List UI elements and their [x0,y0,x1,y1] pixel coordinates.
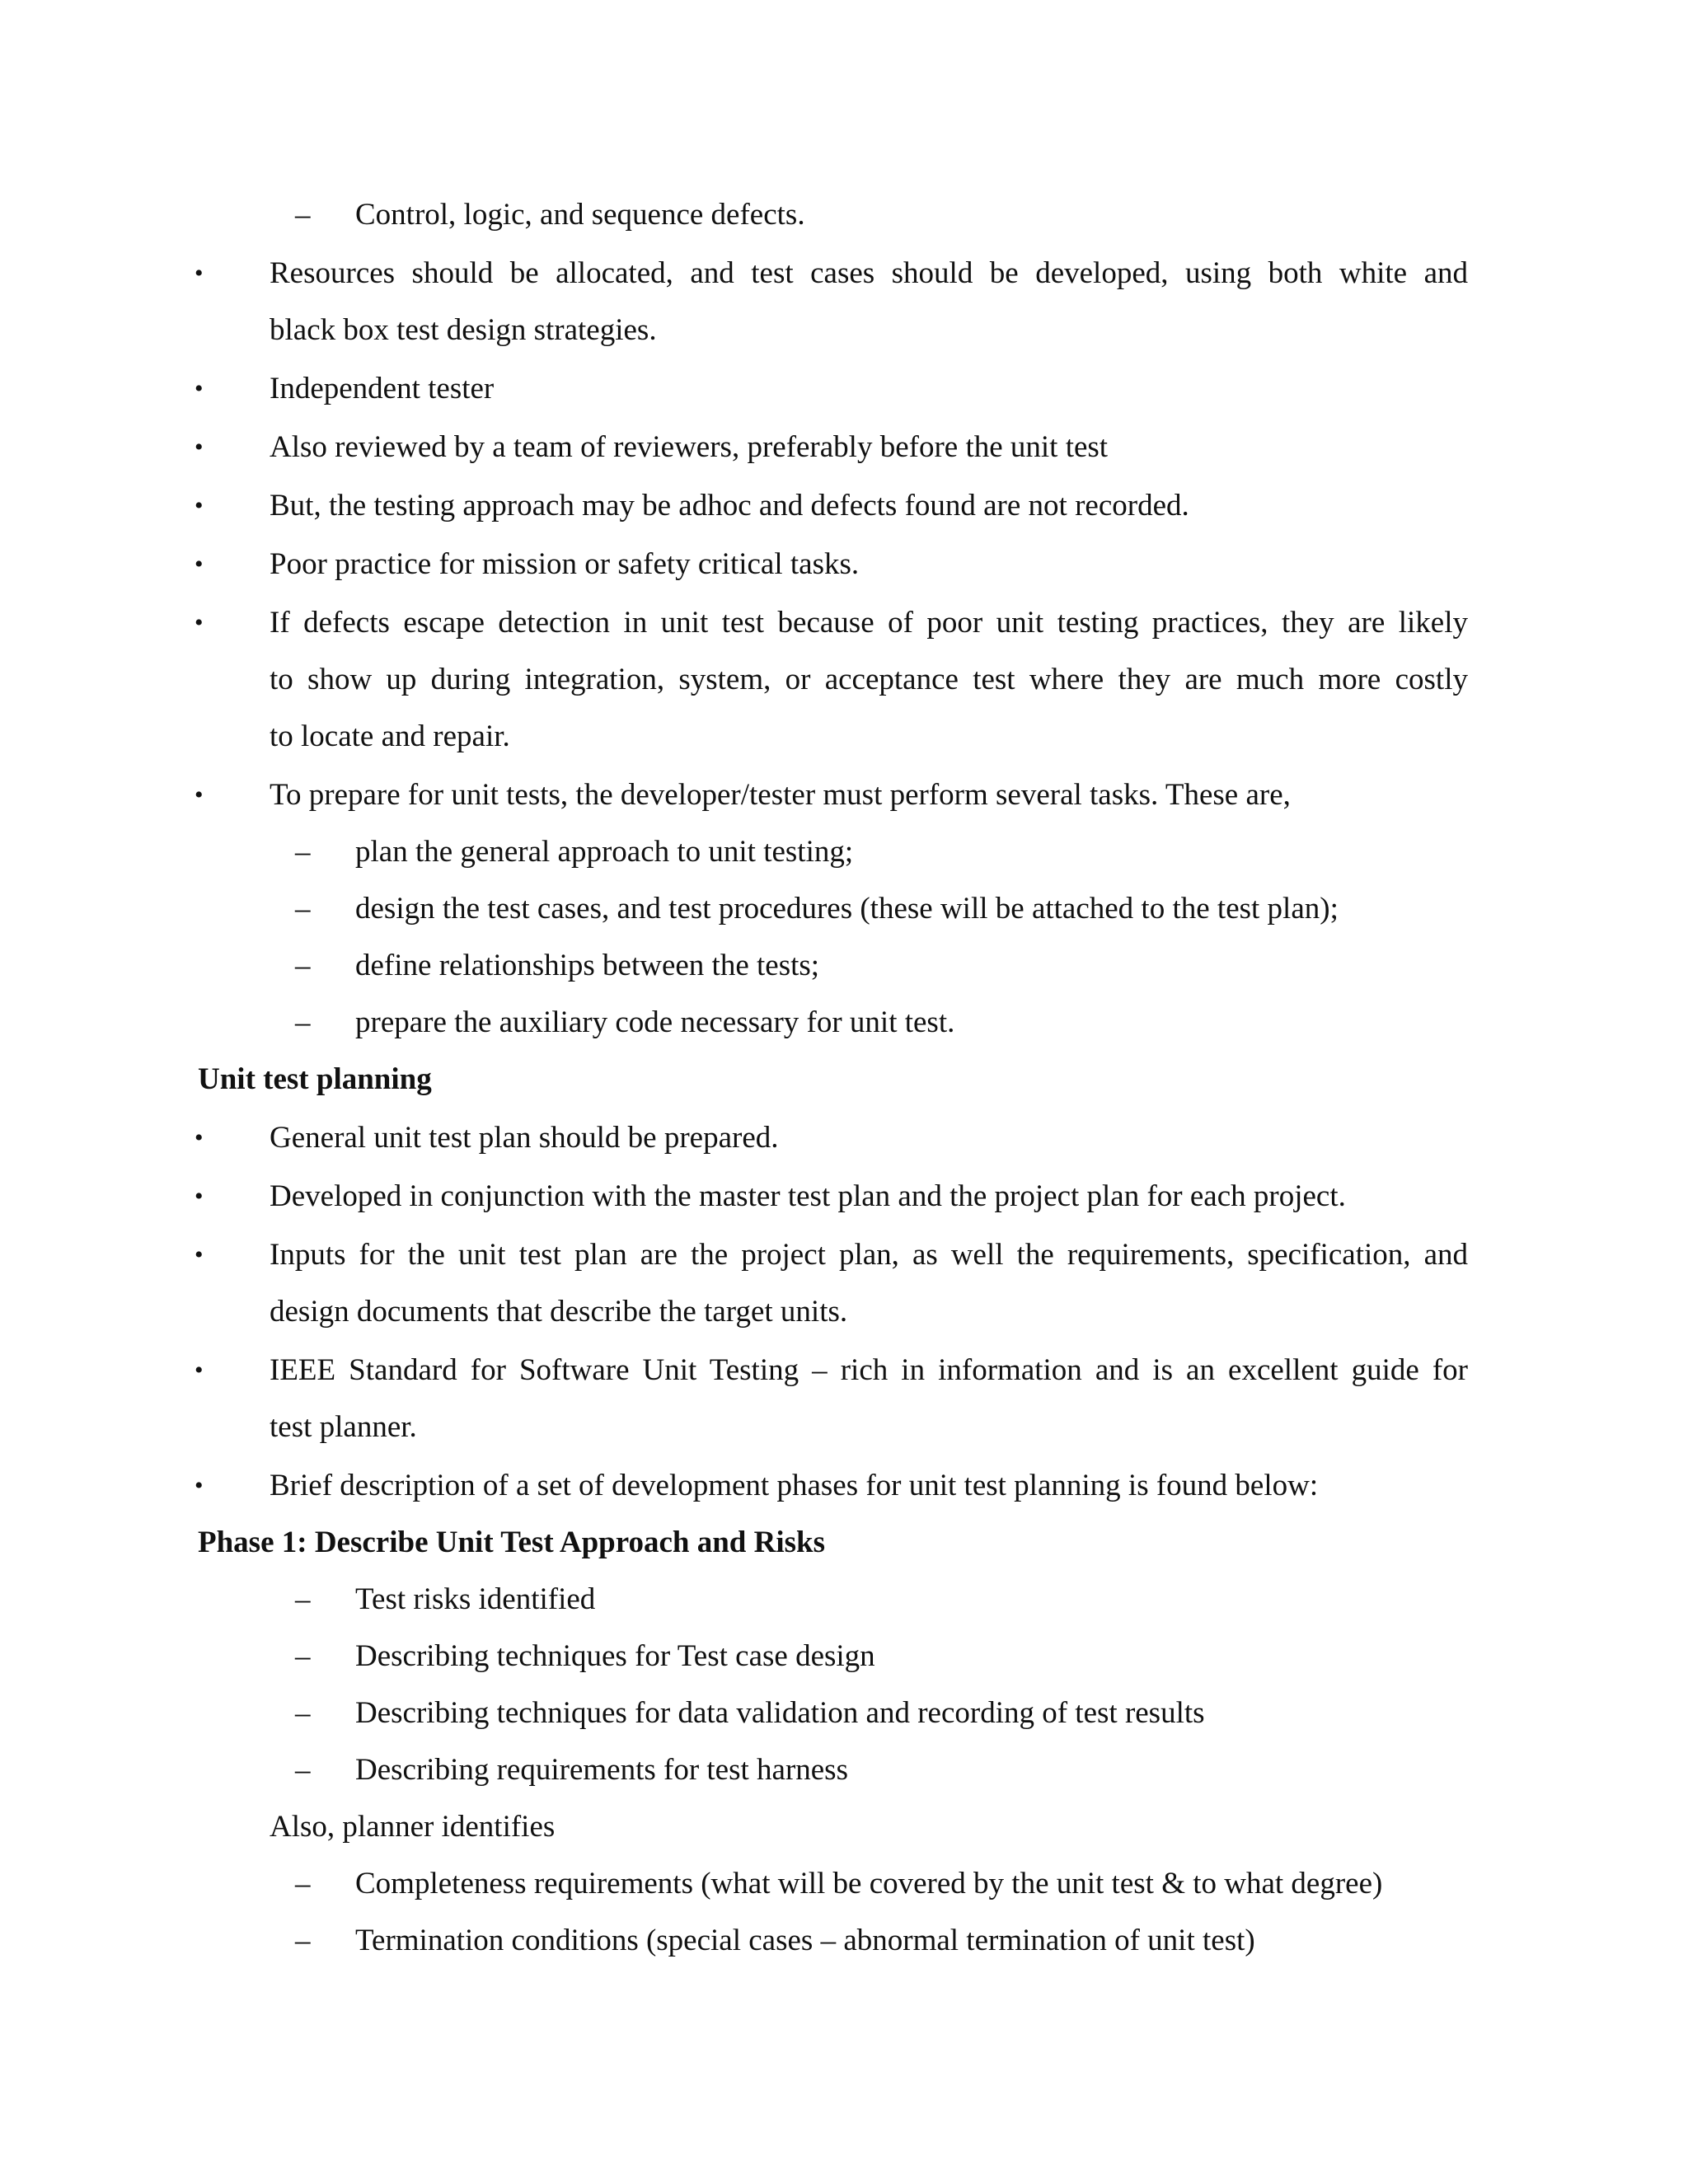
dash-marker: – [295,1005,311,1039]
list-item-text: Describing techniques for Test case design [355,1639,875,1673]
bullet-marker: • [195,1124,204,1151]
dash-marker: – [295,1867,311,1900]
bullet-marker: • [195,1472,204,1499]
list-item-text: But, the testing approach may be adhoc and defects found are not recorded. [270,489,1189,523]
bullet-marker: • [195,781,204,808]
list-item-text: plan the general approach to unit testing; [355,835,854,869]
list-item-text: Also reviewed by a team of reviewers, preferably before the unit test [270,430,1109,464]
bullet-marker: • [195,260,204,287]
paragraph-text: Also, planner identifies [270,1810,556,1844]
dash-marker: – [295,198,311,232]
list-item-text: Brief description of a set of development phases for unit test planning is found below: [270,1469,1319,1502]
bullet-marker: • [195,1241,204,1268]
dash-marker: – [295,1582,311,1616]
list-item-text: Describing requirements for test harness [355,1753,848,1787]
list-item-text: define relationships between the tests; [355,949,820,982]
list-item-text: black box test design strategies. [270,313,657,347]
list-item-text: design the test cases, and test procedures (these will be attached to the test plan); [355,892,1339,926]
list-item-text: Termination conditions (special cases – abnormal termination of unit test) [355,1924,1255,1957]
dash-marker: – [295,892,311,926]
dash-marker: – [295,1924,311,1957]
dash-marker: – [295,1753,311,1787]
dash-marker: – [295,1696,311,1730]
bullet-marker: • [195,492,204,519]
dash-marker: – [295,835,311,869]
list-item-text: prepare the auxiliary code necessary for unit test. [355,1005,955,1039]
dash-marker: – [295,1639,311,1673]
list-item-text: IEEE Standard for Software Unit Testing – rich in information and is an excellent guide for [270,1353,1468,1387]
list-item-text: Completeness requirements (what will be covered by the unit test & to what degree) [355,1867,1383,1900]
list-item-text: to locate and repair. [270,719,510,753]
list-item-text: Describing techniques for data validation and recording of test results [355,1696,1205,1730]
list-item-text: Developed in conjunction with the master test plan and the project plan for each project. [270,1179,1346,1213]
section-heading: Unit test planning [198,1062,432,1096]
list-item-text: Control, logic, and sequence defects. [355,198,805,232]
list-item-text: Poor practice for mission or safety critical tasks. [270,547,860,581]
list-item-text: Test risks identified [355,1582,596,1616]
bullet-marker: • [195,551,204,578]
list-item-text: to show up during integration, system, or acceptance test where they are much more costly [270,663,1468,696]
list-item-text: Independent tester [270,372,495,405]
bullet-marker: • [195,609,204,636]
bullet-marker: • [195,434,204,461]
bullet-marker: • [195,1183,204,1210]
list-item-text: To prepare for unit tests, the developer/tester must perform several tasks. These are, [270,778,1291,812]
bullet-marker: • [195,375,204,402]
list-item-text: Inputs for the unit test plan are the project plan, as well the requirements, specification, and [270,1238,1468,1272]
list-item-text: General unit test plan should be prepared. [270,1121,779,1155]
list-item-text: Resources should be allocated, and test cases should be developed, using both white and [270,256,1468,290]
list-item-text: If defects escape detection in unit test because of poor unit testing practices, they are likely [270,606,1468,640]
section-heading: Phase 1: Describe Unit Test Approach and Risks [198,1526,826,1559]
list-item-text: test planner. [270,1410,417,1444]
bullet-marker: • [195,1357,204,1384]
dash-marker: – [295,949,311,982]
list-item-text: design documents that describe the target units. [270,1295,848,1329]
